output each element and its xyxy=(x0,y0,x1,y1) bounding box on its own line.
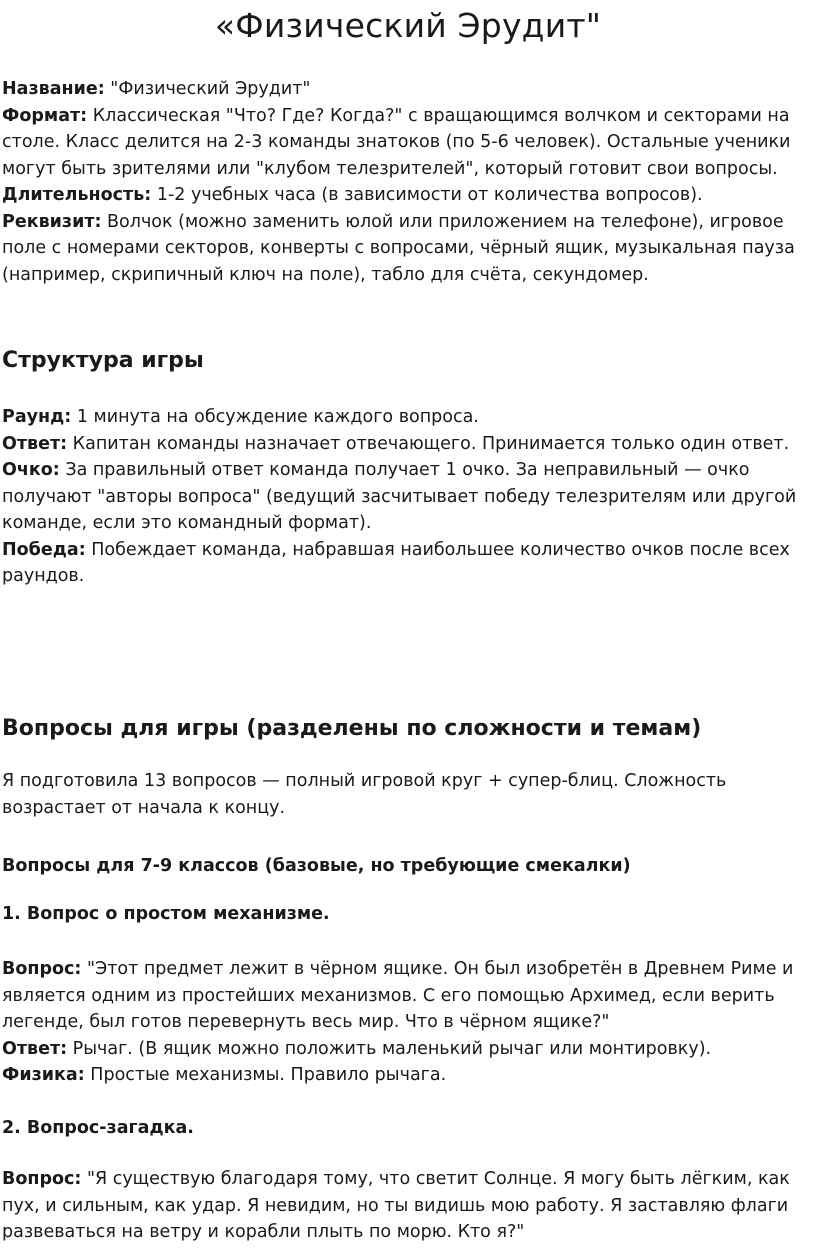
structure-round-text: 1 минута на обсуждение каждого вопроса. xyxy=(71,407,479,427)
structure-victory-text: Побеждает команда, набравшая наибольшее количество очков после всех раундов. xyxy=(2,539,790,586)
structure-answer-label: Ответ: xyxy=(2,433,68,454)
question-1-physics-label: Физика: xyxy=(2,1065,85,1085)
intro-name xyxy=(2,76,814,103)
structure-answer xyxy=(2,431,814,458)
structure-point-text: За правильный ответ команда получает 1 очко. За неправильный — очко получают "авторы вопроса" (ведущий засчитывает победу телезрителям или другой команде, если это командный формат). xyxy=(2,460,797,533)
question-1-question xyxy=(2,956,814,1036)
question-1-block xyxy=(2,956,814,1089)
question-1-question-text: "Этот предмет лежит в чёрном ящике. Он был изобретён в Древнем Риме и является одним из простейших механизмов. С его помощью Архимед, если верить легенде, был готов перевернуть весь мир. Что в чёрном ящике?" xyxy=(2,959,794,1032)
intro-name-label: Название: xyxy=(2,79,105,99)
structure-point-label: Очко: xyxy=(2,460,60,480)
question-1-title: 1. Вопрос о простом механизме. xyxy=(2,904,330,924)
question-1-answer-label: Ответ: xyxy=(2,1038,68,1059)
questions-intro xyxy=(2,768,814,821)
question-2-block xyxy=(2,1166,814,1246)
structure-heading: Структура игры xyxy=(2,348,204,373)
question-2-question-text: "Я существую благодаря тому, что светит Солнце. Я могу быть лёгким, как пух, и сильным, как удар. Я невидим, но ты видишь мою работу. Я заставляю флаги развеваться на ветру и корабли плыть по морю. Кто я?" xyxy=(2,1169,790,1242)
structure-block xyxy=(2,404,814,590)
structure-victory xyxy=(2,537,814,590)
intro-props xyxy=(2,209,814,289)
structure-round xyxy=(2,404,814,431)
intro-format-label: Формат: xyxy=(2,105,88,126)
intro-format xyxy=(2,103,814,183)
questions-heading: Вопросы для игры (разделены по сложности и темам) xyxy=(2,716,702,741)
question-1-physics-text: Простые механизмы. Правило рычага. xyxy=(84,1065,447,1085)
questions-subheading: Вопросы для 7-9 классов (базовые, но требующие смекалки) xyxy=(2,856,631,876)
structure-answer-text: Капитан команды назначает отвечающего. Принимается только один ответ. xyxy=(67,433,790,454)
question-2-title: 2. Вопрос-загадка. xyxy=(2,1118,194,1138)
question-1-answer xyxy=(2,1036,814,1063)
intro-format-text: Классическая "Что? Где? Когда?" с вращающимся волчком и секторами на столе. Класс делится на 2-3 команды знатоков (по 5-6 человек). Остальные ученики могут быть зрителями или "клубом телезрителей", который готовит свои вопросы. xyxy=(2,105,791,179)
intro-duration-text: 1-2 учебных часа (в зависимости от количества вопросов). xyxy=(151,185,703,205)
question-2-question-label: Вопрос: xyxy=(2,1169,82,1189)
question-1-answer-text: Рычаг. (В ящик можно положить маленький рычаг или монтировку). xyxy=(67,1038,712,1059)
structure-point xyxy=(2,457,814,537)
structure-round-label: Раунд: xyxy=(2,407,72,427)
question-2-question xyxy=(2,1166,814,1246)
intro-props-label: Реквизит: xyxy=(2,211,102,232)
document-title: «Физический Эрудит" xyxy=(214,6,602,45)
intro-props-text: Волчок (можно заменить юлой или приложением на телефоне), игровое поле с номерами секторов, конверты с вопросами, чёрный ящик, музыкальная пауза (например, скрипичный ключ на поле), табло для счёта, секундомер. xyxy=(2,211,795,285)
question-1-physics xyxy=(2,1062,814,1089)
intro-name-text: "Физический Эрудит" xyxy=(104,79,311,99)
intro-duration xyxy=(2,182,814,209)
intro-block xyxy=(2,76,814,288)
questions-intro-text: Я подготовила 13 вопросов — полный игровой круг + супер-блиц. Сложность возрастает от начала к концу. xyxy=(2,771,727,818)
intro-duration-label: Длительность: xyxy=(2,185,152,205)
question-1-question-label: Вопрос: xyxy=(2,959,82,979)
structure-victory-label: Победа: xyxy=(2,539,86,560)
